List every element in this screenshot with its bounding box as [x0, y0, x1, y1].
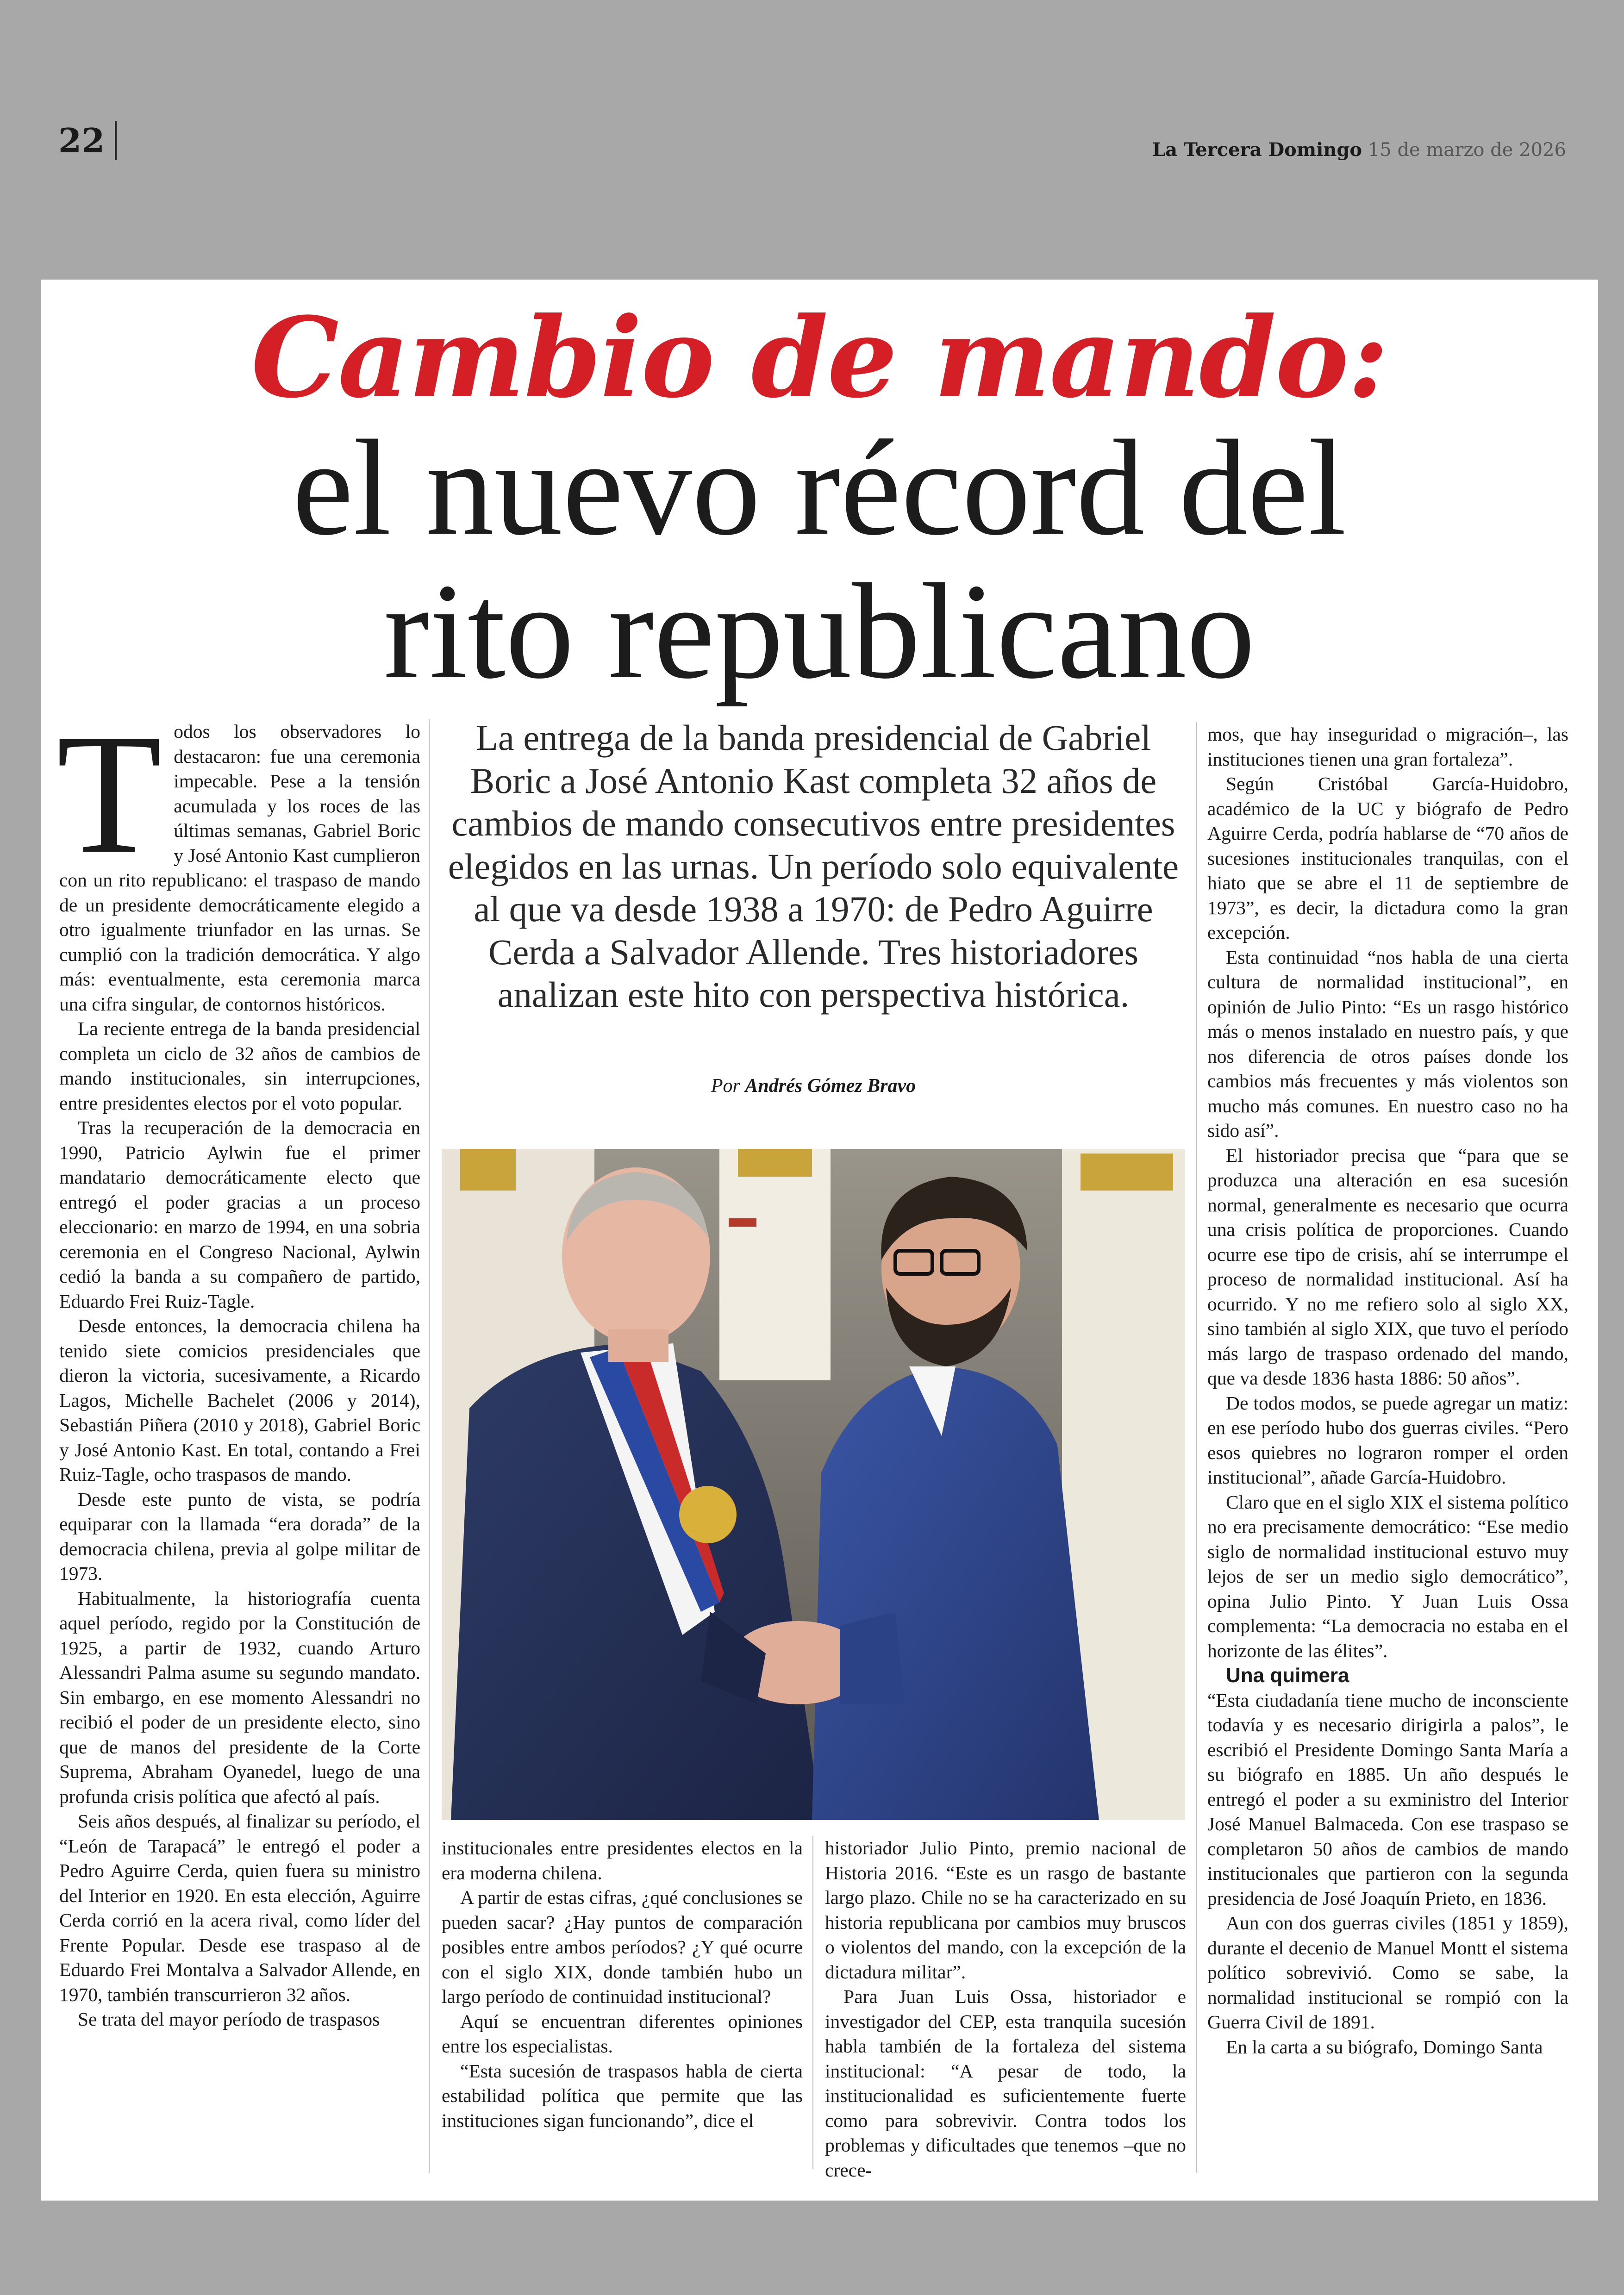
paragraph: mos, que hay inseguridad o migración–, las instituciones tienen una gran fortaleza”. [1207, 723, 1568, 770]
article-photo [442, 1149, 1185, 1820]
paragraph: odos los observadores lo destacaron: fue una ceremonia impecable. Pese a la tensión acumulada y los roces de las últimas semanas, Gabriel Boric y José Antonio Kast cumplieron con un rito republicano: el traspaso de mando de un presidente democráticamente elegido a otro igualmente triunfador en las urnas. Se cumplió con la tradición democrática. Y algo más: eventualmente, esta ceremonia marca una cifra singular, de contornos históricos. [59, 721, 420, 1015]
running-header [1152, 139, 1566, 161]
column-divider [429, 719, 430, 2173]
paragraph: Según Cristóbal García-Huidobro, académico de la UC y biógrafo de Pedro Aguirre Cerda, podría hablarse de “70 años de sucesiones institucionales tranquilas, con el hiato que se abre el 11 de septiembre de 1973”, es decir, la dictadura como la gran excepción. [1207, 773, 1568, 943]
issue-date: 15 de marzo de 2026 [1368, 139, 1566, 161]
column-divider [1196, 722, 1197, 2173]
article-column-2 [442, 1836, 803, 2133]
paragraph: Se trata del mayor período de traspasos [78, 2008, 380, 2030]
paragraph: Habitualmente, la historiografía cuenta aquel período, regido por la Constitución de 1925, a partir de 1932, cuando Arturo Alessandri Palma asume su segundo mandato. Sin embargo, en ese momento Alessandri no recibió el poder de un presidente electo, sino que de manos del presidente de la Corte Suprema, Abraham Oyanedel, luego de una profunda crisis política que afectó al país. [59, 1587, 420, 1807]
article-column-1 [56, 699, 420, 2032]
headline-black [41, 412, 1598, 707]
paragraph: Aun con dos guerras civiles (1851 y 1859), durante el decenio de Manuel Montt el sistema político sobrevivió. Como se sabe, la normalidad institucional se rompió con la Guerra Civil de 1891. [1207, 1912, 1568, 2033]
headline-line-2: el nuevo récord del [292, 412, 1347, 564]
article-page [41, 280, 1598, 2201]
paragraph: Tras la recuperación de la democracia en 1990, Patricio Aylwin fue el primer mandatario democráticamente electo que entregó el poder gracias a un proceso eleccionario: en marzo de 1994, en una sobria ceremonia en el Congreso Nacional, Aylwin cedió la banda a su compañero de partido, Eduardo Frei Ruiz-Tagle. [59, 1117, 420, 1312]
paragraph: A partir de estas cifras, ¿qué conclusiones se pueden sacar? ¿Hay puntos de comparación posibles entre ambos períodos? ¿Y qué ocurre con el siglo XIX, donde también hubo un largo período de continuidad institucional? [442, 1887, 803, 2007]
paragraph: De todos modos, se puede agregar un matiz: en ese período hubo dos guerras civiles. “Pero esos quiebres no lograron romper el orden institucional”, añade García-Huidobro. [1207, 1392, 1568, 1488]
paragraph: Desde entonces, la democracia chilena ha tenido siete comicios presidenciales que dieron la victoria, sucesivamente, a Ricardo Lagos, Michelle Bachelet (2006 y 2014), Sebastián Piñera (2010 y 2018), Gabriel Boric y José Antonio Kast. En total, contando a Frei Ruiz-Tagle, ocho traspasos de mando. [59, 1315, 420, 1485]
byline [442, 1075, 1185, 1097]
paragraph: En la carta a su biógrafo, Domingo Santa [1226, 2036, 1543, 2058]
paragraph: “Esta ciudadanía tiene mucho de inconsciente todavía y es necesario dirigirla a palos”, le escribió el Presidente Domingo Santa María a su biógrafo en 1885. Un año después le entregó el poder a su exministro del Interior José Manuel Balmaceda. Con ese traspaso se completaron 50 años de cambios de mando institucionales que partieron con la segunda presidencia de José Joaquín Prieto, en 1836. [1207, 1689, 1568, 1909]
paragraph: El historiador precisa que “para que se produzca una alteración en esa sucesión normal, generalmente es necesario que ocurra una crisis política de proporciones. Cuando ocurre ese tipo de crisis, ahí se interrumpe el proceso de normalidad institucional. Así ha ocurrido. Y no me refiero solo al siglo XX, sino también al siglo XIX, que tuvo el período más largo de traspaso ordenado del mando, que va desde 1836 hasta 1886: 50 años”. [1207, 1144, 1568, 1389]
headline-line-3: rito republicano [383, 555, 1255, 707]
paragraph: historiador Julio Pinto, premio nacional de Historia 2016. “Este es un rasgo de bastante largo plazo. Chile no se ha caracterizado en su historia republicana por cambios muy bruscos o violentos del mando, con la excepción de la dictadura militar”. [825, 1837, 1186, 1983]
paragraph: Aquí se encuentran diferentes opiniones entre los especialistas. [442, 2010, 803, 2057]
paragraph: La reciente entrega de la banda presidencial completa un ciclo de 32 años de cambios de mando institucionales, sin interrupciones, entre presidentes electos por el voto popular. [59, 1018, 420, 1114]
paragraph: “Esta sucesión de traspasos habla de cierta estabilidad política que permite que las instituciones sigan funcionando”, dice el [442, 2060, 803, 2131]
paragraph: Para Juan Luis Ossa, historiador e investigador del CEP, esta tranquila sucesión habla también de la fortaleza del sistema institucional: “A pesar de todo, la institucionalidad es suficientemente fuerte como para sobrevivir. Contra todos los problemas y dificultades que tenemos –que no crece- [825, 1986, 1186, 2181]
deck-summary: La entrega de la banda presidencial de Gabriel Boric a José Antonio Kast completa 32 años de cambios de mando consecutivos entre presidentes elegidos en las urnas. Un período solo equivalente al que va desde 1938 a 1970: de Pedro Aguirre Cerda a Salvador Allende. Tres historiadores analizan este hito con perspectiva histórica. [448, 717, 1179, 1015]
headline-red: Cambio de mando: [251, 293, 1388, 423]
byline-prefix: Por [711, 1075, 740, 1097]
byline-author: Andrés Gómez Bravo [745, 1075, 916, 1097]
section-subhead: Una quimera [1226, 1664, 1349, 1687]
article-column-3 [825, 1836, 1186, 2183]
paragraph: Esta continuidad “nos habla de una cierta cultura de normalidad institucional”, en opinión de Julio Pinto: “Es un rasgo histórico más o menos instalado en nuestro país, y que nos diferencia de otros países donde los cambios más frecuentes y más violentos son mucho más comunes. En nuestro caso no ha sido así”. [1207, 946, 1568, 1141]
paragraph: Claro que en el siglo XIX el sistema político no era precisamente democrático: “Ese medio siglo de normalidad institucional estuvo muy lejos de ser un medio siglo democrático”, opina Julio Pinto. Y Juan Luis Ossa complementa: “La democracia no estaba en el horizonte de las élites”. [1207, 1491, 1568, 1661]
publication-name: La Tercera Domingo [1152, 139, 1362, 161]
column-divider [812, 1836, 813, 2169]
drop-cap: T [56, 699, 162, 889]
paragraph: Seis años después, al finalizar su período, el “León de Tarapacá” le entregó el poder a Pedro Aguirre Cerda, quien fuera su ministro del Interior en 1920. En esta elección, Aguirre Cerda corrió en la acera rival, como líder del Frente Popular. Desde ese traspaso al de Eduardo Frei Montalva a Salvador Allende, en 1970, también transcurrieron 32 años. [59, 1810, 420, 2005]
page-number: 22 [58, 121, 117, 160]
paragraph: Desde este punto de vista, se podría equiparar con la llamada “era dorada” de la democracia chilena, previa al golpe militar de 1973. [59, 1488, 420, 1584]
article-column-4 [1207, 722, 1568, 2059]
photo-handshake-illustration [442, 1149, 1185, 1820]
paragraph: institucionales entre presidentes electos en la era moderna chilena. [442, 1837, 803, 1883]
